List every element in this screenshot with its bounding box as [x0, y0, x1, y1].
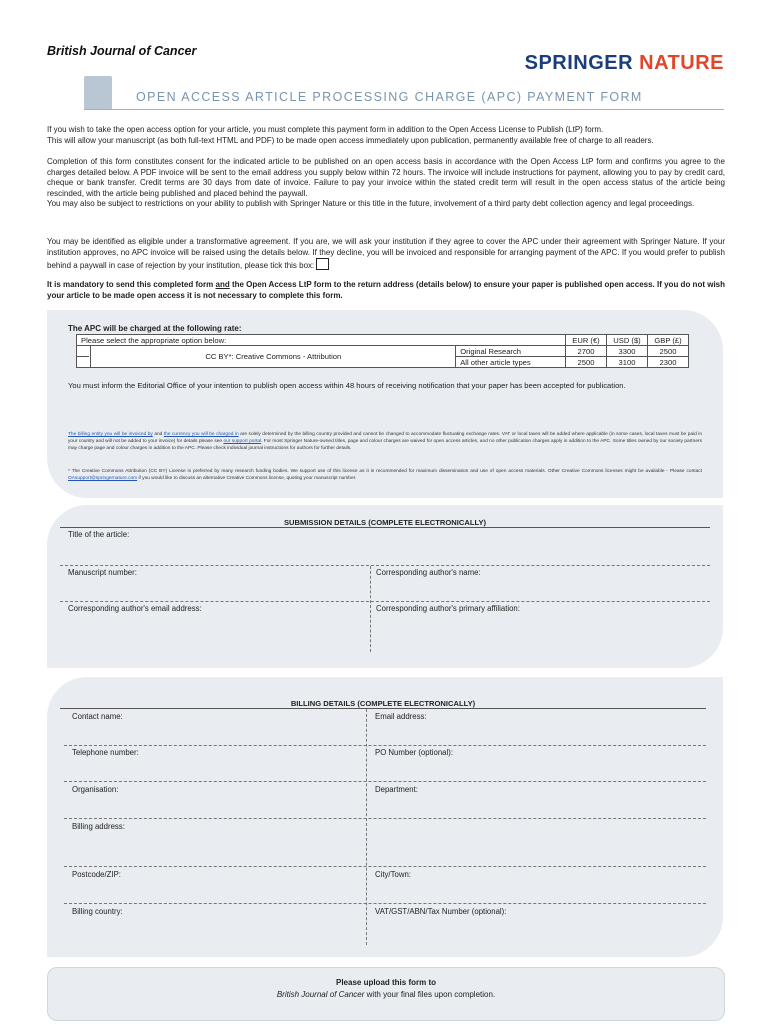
- intro-p1-line2: This will allow your manuscript (as both full-text HTML and PDF) to be made open access immediately upon publication, permanently available free of charge to all readers.: [47, 135, 654, 145]
- intro-p2: Completion of this form constitutes consent for the indicated article to be published on an open access basis in accordance with the Open Access LtP form and confirms you agree to the charges detailed below. A PDF invoice will be sent to the email address you supply below within 72 hours. The invoice will include instructions for payment, allowing you to pay by credit card, cheque or bank transfer. Credit terms are 30 days from date of invoice. Failure to pay your invoice within the stated credit term will result in the open access status of the article being rescinded, with the article being published and placed behind the paywall.: [47, 157, 725, 198]
- organisation-input[interactable]: [64, 795, 362, 817]
- billing-row-rule-3: [64, 818, 706, 819]
- billing-entity-link[interactable]: The billing entity you will be invoiced by: [68, 432, 153, 437]
- intro-paragraph-2: [47, 157, 725, 210]
- submission-heading-rule: [60, 527, 710, 528]
- title-marker: [84, 76, 112, 110]
- telephone-input[interactable]: [64, 758, 362, 780]
- intro-p1-line1: If you wish to take the open access option for your article, you must complete this payment form in addition to the Open Access License to Publish (LtP) form.: [47, 125, 604, 134]
- upload-line-1: Please upload this form to: [335, 978, 436, 987]
- logo-part2: NATURE: [639, 52, 724, 74]
- apc-rate-table: [76, 334, 689, 368]
- paywall-checkbox[interactable]: [316, 258, 329, 270]
- billing-heading-rule: [60, 708, 706, 709]
- organisation-label: Organisation:: [72, 785, 119, 794]
- billing-row-rule-1: [64, 745, 706, 746]
- license-checkbox-2[interactable]: [77, 357, 89, 367]
- billing-address-label: Billing address:: [72, 822, 125, 831]
- currency-eur: EUR (€): [566, 335, 607, 346]
- title-rule: [60, 565, 710, 566]
- logo-part1: SPRINGER: [524, 52, 634, 74]
- license-checkbox-1[interactable]: [77, 346, 89, 357]
- title-divider: [84, 109, 724, 110]
- manuscript-number-label: Manuscript number:: [68, 568, 137, 577]
- fine2-text-b: if you would like to discuss an alternative Creative Commons license, quoting your manuscript number.: [137, 476, 357, 481]
- mandatory-text-a: It is mandatory to send this completed form: [47, 280, 216, 289]
- license-name: CC BY*: Creative Commons - Attribution: [91, 346, 456, 368]
- currency-link[interactable]: the currency you will be charged in: [163, 432, 239, 437]
- billing-country-input[interactable]: [64, 917, 362, 941]
- currency-gbp: GBP (£): [648, 335, 689, 346]
- department-label: Department:: [375, 785, 418, 794]
- upload-rest: with your final files upon completion.: [364, 990, 496, 999]
- city-label: City/Town:: [375, 870, 411, 879]
- price-eur: 2700: [566, 346, 607, 357]
- fine-text-b: . For most Springer Nature-owned titles, page and colour charges are waived for open access articles, and no other publication charges apply in addition to the APC. Some titles owned by our society partners may charge page and colour charges in addition to the APC. Please check individual journal instructions for authors for further details.: [68, 439, 702, 451]
- postcode-label: Postcode/ZIP:: [72, 870, 121, 879]
- price-gbp: 2500: [648, 346, 689, 357]
- mandatory-and: and: [215, 280, 230, 289]
- billing-heading: BILLING DETAILS (COMPLETE ELECTRONICALLY): [290, 699, 476, 708]
- billing-row-rule-4: [64, 866, 706, 867]
- author-name-input[interactable]: [372, 578, 710, 600]
- license-checkbox-cell: [77, 346, 91, 368]
- inform-editorial-note: You must inform the Editorial Office of your intention to publish open access within 48 hours of receiving notification that your paper has been accepted for publication.: [68, 381, 626, 390]
- affiliation-label: Corresponding author's primary affiliation:: [376, 604, 520, 613]
- price-usd: 3100: [607, 357, 648, 368]
- upload-line-2: [47, 990, 725, 999]
- mandatory-text-b: the Open Access LtP form to the return address (details below) to ensure your paper is published open access. If you do not wish your article to be made open access it is not necessary to complete this form.: [47, 280, 725, 300]
- upload-journal: British Journal of Cancer: [276, 990, 365, 999]
- article-type: Original Research: [456, 346, 566, 357]
- manuscript-number-input[interactable]: [60, 578, 365, 600]
- price-usd: 3300: [607, 346, 648, 357]
- author-name-label: Corresponding author's name:: [376, 568, 481, 577]
- apc-select-label: Please select the appropriate option below:: [77, 335, 566, 346]
- form-title: OPEN ACCESS ARTICLE PROCESSING CHARGE (APC) PAYMENT FORM: [136, 90, 643, 104]
- intro-paragraph-3: [47, 237, 725, 272]
- apc-heading: The APC will be charged at the following rate:: [68, 324, 242, 333]
- mandatory-note: [47, 280, 725, 301]
- contact-name-input[interactable]: [64, 722, 362, 744]
- billing-row-rule-5: [64, 903, 706, 904]
- billing-address-input[interactable]: [64, 832, 362, 864]
- support-portal-link[interactable]: our support portal: [223, 439, 262, 444]
- author-email-input[interactable]: [60, 614, 365, 650]
- currency-usd: USD ($): [607, 335, 648, 346]
- contact-name-label: Contact name:: [72, 712, 123, 721]
- department-input[interactable]: [370, 795, 706, 817]
- price-gbp: 2300: [648, 357, 689, 368]
- vat-number-input[interactable]: [370, 917, 706, 941]
- submission-heading: SUBMISSION DETAILS (COMPLETE ELECTRONICALLY): [283, 518, 487, 527]
- journal-name: British Journal of Cancer: [47, 44, 197, 58]
- billing-country-label: Billing country:: [72, 907, 123, 916]
- article-type: All other article types: [456, 357, 566, 368]
- email-address-label: Email address:: [375, 712, 427, 721]
- po-number-label: PO Number (optional):: [375, 748, 453, 757]
- intro-p3: You may be identified as eligible under a transformative agreement. If you are, we will ask your institution if they agree to cover the APC under their agreement with Springer Nature. If your institution approves, no APC invoice will be raised using the details below. If they decline, you will be invoiced and responsible for arranging payment of the APC. If you would prefer to publish behind a paywall in case of rejection by your institution, please tick this box:: [47, 237, 725, 271]
- postcode-input[interactable]: [64, 880, 362, 902]
- affiliation-input[interactable]: [372, 614, 710, 650]
- license-fine-print: [68, 468, 702, 482]
- price-eur: 2500: [566, 357, 607, 368]
- oa-support-email-link[interactable]: OAsupport@springernature.com: [68, 476, 138, 481]
- intro-p2b: You may also be subject to restrictions on your ability to publish with Springer Nature or this title in the future, involvement of a third party debt collection agency and legal proceedings.: [47, 199, 695, 209]
- fine2-text-a: * The Creative Commons Attribution (CC BY) License is preferred by many research funding bodies. We support use of this license as it is recommended for maximum dissemination and use of open access materials. Other Creative Commons licenses might be available - Please contact: [68, 469, 702, 474]
- fine-text-a: are solely determined by the billing country provided and cannot be changed to accommodate fluctuating exchange rates. VAT or local taxes will be added where applicable (in some cases, local taxes must be paid in your country and will not be added to your invoice) for details please see: [68, 432, 702, 444]
- author-email-label: Corresponding author's email address:: [68, 604, 202, 613]
- billing-fine-print: [68, 431, 702, 452]
- manuscript-rule: [60, 601, 710, 602]
- email-address-input[interactable]: [370, 722, 706, 744]
- vat-number-label: VAT/GST/ABN/Tax Number (optional):: [375, 907, 507, 916]
- fine-and: and: [152, 432, 164, 437]
- title-input[interactable]: [60, 540, 710, 564]
- intro-paragraph-1: [47, 125, 725, 146]
- springer-nature-logo: [525, 52, 724, 75]
- po-number-input[interactable]: [370, 758, 706, 780]
- title-label: Title of the article:: [68, 530, 130, 539]
- submission-column-divider: [370, 566, 371, 652]
- telephone-label: Telephone number:: [72, 748, 139, 757]
- city-input[interactable]: [370, 880, 706, 902]
- billing-row-rule-2: [64, 781, 706, 782]
